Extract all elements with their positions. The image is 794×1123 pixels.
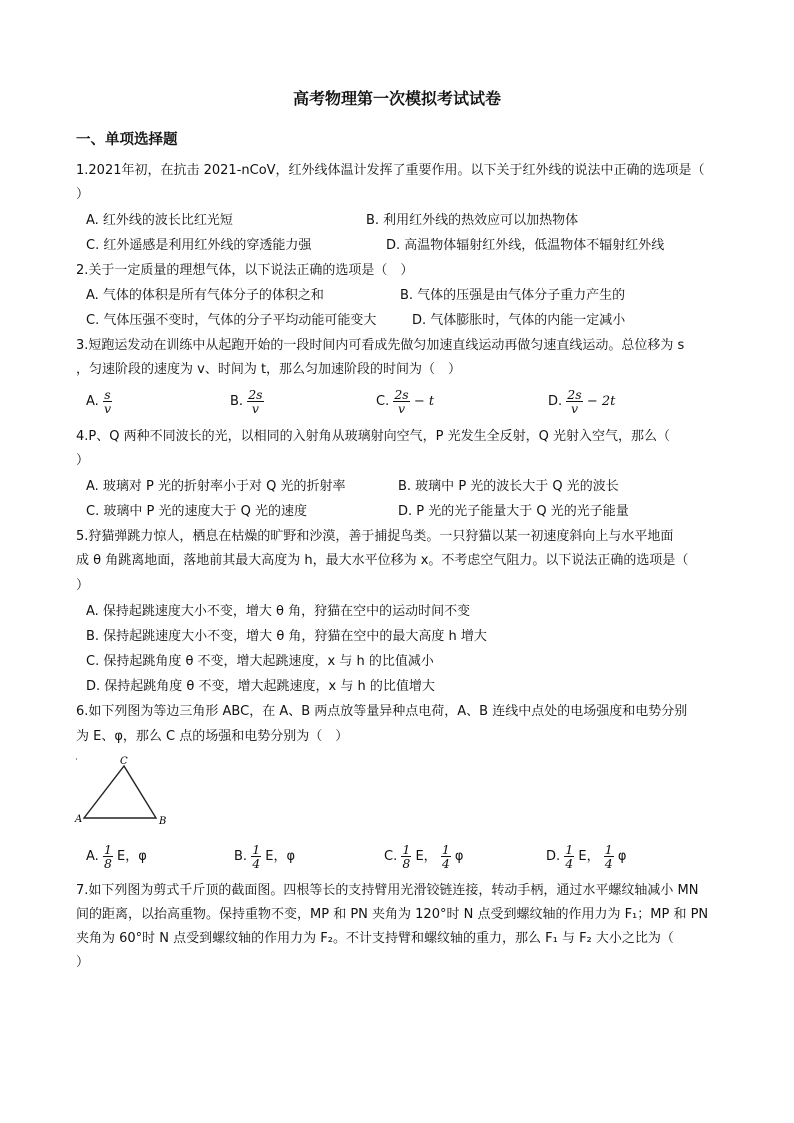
q3-option-a	[86, 388, 112, 415]
fraction-denominator: 4	[252, 856, 261, 871]
q1-option-d: D. 高温物体辐射红外线，低温物体不辐射红外线	[386, 238, 665, 253]
q4-stem-line1: 4.P、Q 两种不同波长的光，以相同的入射角从玻璃射向空气，P 光发生全反射，Q 光射入空气，那么（	[76, 429, 670, 444]
q6-option-b-tail: E，φ	[265, 849, 296, 864]
q2-option-c: C. 气体压强不变时，气体的分子平均动能可能变大	[86, 313, 377, 328]
q3-option-b	[230, 388, 264, 415]
section-heading: 一、单项选择题	[76, 132, 178, 148]
fraction-numerator: s	[104, 387, 111, 402]
triangle-abc	[84, 766, 156, 818]
q7-stem-line2: 间的距离，以抬高重物。保持重物不变，MP 和 PN 夹角为 120°时 N 点受到螺纹轴的作用力为 F₁；MP 和 PN	[76, 907, 709, 922]
fraction-denominator: v	[251, 401, 259, 416]
fraction-denominator: 4	[441, 856, 450, 871]
q3-option-c-label: C.	[376, 394, 390, 409]
q3-option-c	[376, 388, 434, 415]
q6-option-d-label: D.	[546, 849, 561, 864]
q3-stem-line1: 3.短跑运发动在训练中从起跑开始的一段时间内可看成先做匀加速直线运动再做匀速直线运动。总位移为 s	[76, 338, 685, 353]
q6-option-a-label: A.	[86, 849, 99, 864]
q6-option-b	[234, 843, 295, 870]
q6-stem-line1: 6.如下列图为等边三角形 ABC，在 A、B 两点放等量异种点电荷，A、B 连线中点处的电场强度和电势分别	[76, 704, 688, 719]
fraction-denominator: v	[103, 401, 111, 416]
q2-option-d: D. 气体膨胀时，气体的内能一定减小	[412, 313, 626, 328]
q7-stem-line3: 夹角为 60°时 N 点受到螺纹轴的作用力为 F₂。不计支持臂和螺纹轴的重力，那么 F₁ 与 F₂ 大小之比为（	[76, 931, 674, 946]
fraction-numerator: 1	[252, 842, 261, 857]
vertex-c-label: C	[120, 756, 128, 767]
q3-option-b-label: B.	[230, 394, 244, 409]
q6-option-c-mid: E，	[415, 849, 437, 864]
q6-option-d	[546, 843, 626, 870]
fraction-numerator: 1	[565, 842, 574, 857]
q3-option-c-tail: − t	[413, 394, 435, 409]
fraction-denominator: 8	[402, 856, 411, 871]
fraction-numerator: 2s	[567, 387, 582, 402]
fraction-numerator: 1	[604, 842, 613, 857]
q6-option-c	[384, 843, 463, 870]
q2-option-b: B. 气体的压强是由气体分子重力产生的	[400, 288, 626, 303]
q4-option-d: D. P 光的光子能量大于 Q 光的光子能量	[398, 504, 629, 519]
q1-option-b: B. 利用红外线的热效应可以加热物体	[366, 213, 579, 228]
q5-option-a: A. 保持起跳速度大小不变，增大 θ 角，狩猫在空中的运动时间不变	[86, 604, 471, 619]
q6-option-d-tail: φ	[617, 849, 627, 864]
q3-option-d-fraction	[566, 388, 582, 415]
triangle-abc-diagram	[74, 756, 184, 830]
q2-stem-line1: 2.关于一定质量的理想气体，以下说法正确的选项是（ ）	[76, 263, 414, 278]
vertex-a-label: A	[75, 814, 83, 825]
fraction-denominator: v	[570, 401, 579, 416]
q6-stem-line2: 为 E、φ，那么 C 点的场强和电势分别为（ ）	[76, 729, 349, 744]
q6-option-a-fraction	[103, 843, 113, 870]
q5-stem-line3: ）	[76, 578, 90, 593]
fraction-denominator: 4	[604, 856, 613, 871]
q6-option-b-label: B.	[234, 849, 248, 864]
q5-stem-line1: 5.狩猫弹跳力惊人，栖息在枯燥的旷野和沙漠，善于捕捉鸟类。一只狩猫以某一初速度斜向上与水平地面	[76, 529, 674, 544]
q3-option-d	[548, 388, 615, 415]
fraction-numerator: 1	[103, 842, 112, 857]
q6-option-d-fraction-2	[604, 843, 614, 870]
q5-option-d: D. 保持起跳角度 θ 不变，增大起跳速度，x 与 h 的比值增大	[86, 679, 435, 694]
page-title: 高考物理第一次模拟考试试卷	[292, 89, 501, 108]
q4-stem-line2: ）	[76, 453, 90, 468]
q3-option-c-fraction	[393, 388, 409, 415]
q6-option-c-tail: φ	[454, 849, 464, 864]
q2-option-a: A. 气体的体积是所有气体分子的体积之和	[86, 288, 324, 303]
fraction-numerator: 1	[441, 842, 450, 857]
q7-stem-line1: 7.如下列图为剪式千斤顶的截面图。四根等长的支持臂用光滑铰链连接，转动手柄，通过水平螺纹轴减小 MN	[76, 883, 699, 898]
q1-option-c: C. 红外遥感是利用红外线的穿透能力强	[86, 238, 312, 253]
vertex-b-label: B	[159, 816, 167, 827]
q5-stem-line2: 成 θ 角跳离地面，落地前其最大高度为 h，最大水平位移为 x。不考虑空气阻力。以下说法正确的选项是（	[76, 553, 689, 568]
q3-option-a-fraction	[103, 388, 112, 415]
fraction-denominator: v	[398, 401, 406, 416]
q6-option-c-label: C.	[384, 849, 398, 864]
q5-option-c: C. 保持起跳角度 θ 不变，增大起跳速度，x 与 h 的比值减小	[86, 654, 434, 669]
q5-option-b: B. 保持起跳速度大小不变，增大 θ 角，狩猫在空中的最大高度 h 增大	[86, 629, 487, 644]
triangle-figure	[74, 756, 184, 834]
fraction-denominator: 4	[565, 856, 574, 871]
q4-option-b: B. 玻璃中 P 光的波长大于 Q 光的波长	[398, 479, 619, 494]
q6-option-a-tail: E，φ	[117, 849, 147, 864]
q3-option-d-tail: − 2t	[586, 394, 616, 409]
q4-option-a: A. 玻璃对 P 光的折射率小于对 Q 光的折射率	[86, 479, 346, 494]
fraction-numerator: 2s	[248, 387, 263, 402]
q1-option-a: A. 红外线的波长比红光短	[86, 213, 233, 228]
fraction-denominator: 8	[103, 856, 112, 871]
q6-option-a	[86, 843, 147, 870]
q6-option-c-fraction-2	[441, 843, 451, 870]
q6-option-d-fraction-1	[564, 843, 574, 870]
q3-option-d-label: D.	[548, 394, 563, 409]
q4-option-c: C. 玻璃中 P 光的速度大于 Q 光的速度	[86, 504, 307, 519]
q6-option-c-fraction-1	[401, 843, 411, 870]
q6-option-d-mid: E，	[578, 849, 600, 864]
fraction-numerator: 2s	[394, 387, 409, 402]
q3-stem-line2: ，匀速阶段的速度为 v、时间为 t，那么匀加速阶段的时间为（ ）	[76, 362, 462, 377]
q1-stem-line2: ）	[76, 187, 90, 202]
q3-option-a-label: A.	[86, 394, 99, 409]
q6-option-b-fraction	[251, 843, 261, 870]
fraction-numerator: 1	[402, 842, 411, 857]
q7-stem-line4: ）	[76, 955, 90, 970]
q3-option-b-fraction	[247, 388, 263, 415]
q1-stem-line1: 1.2021年初，在抗击 2021-nCoV，红外线体温计发挥了重要作用。以下关于红外线的说法中正确的选项是（	[76, 163, 705, 178]
